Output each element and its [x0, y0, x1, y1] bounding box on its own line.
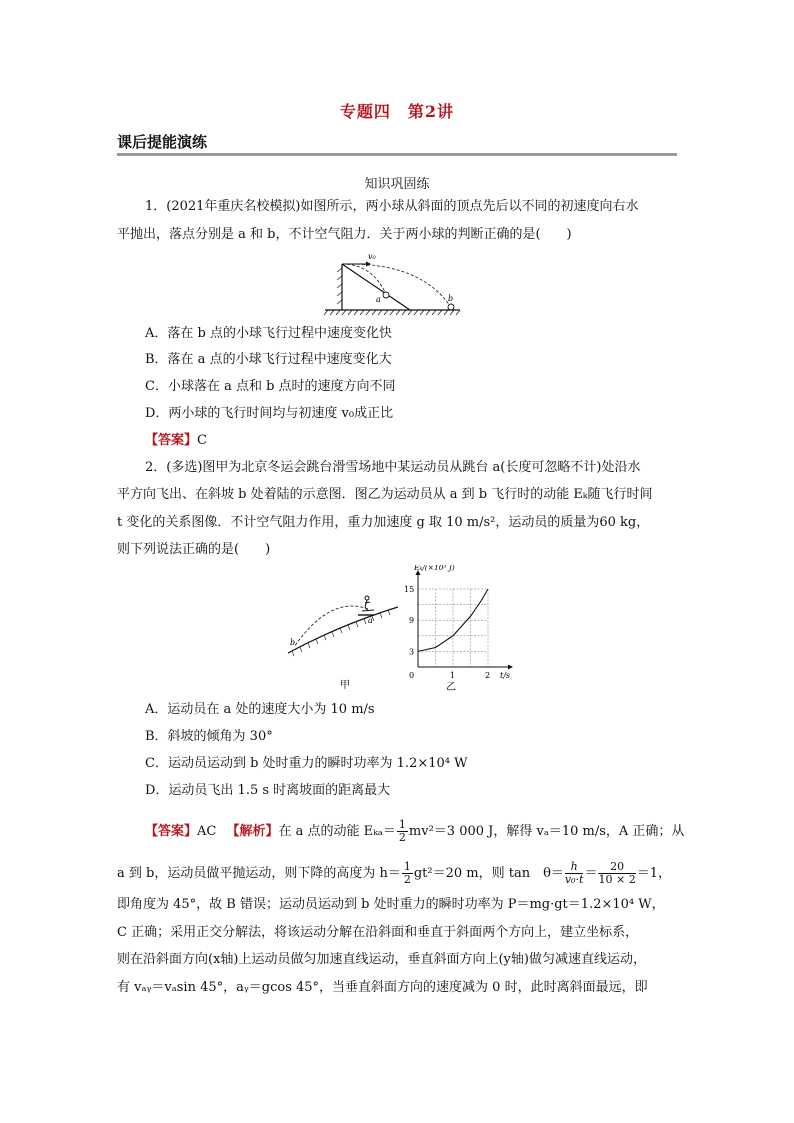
q2-figure-b [398, 565, 518, 697]
q1-answer [145, 433, 207, 449]
ball-b [448, 304, 454, 310]
y-axis-label: Eₖ/(×10³ J) [414, 565, 455, 572]
answer-value: C [197, 433, 207, 448]
label-a: a [368, 616, 373, 625]
y-tick-label: 15 [404, 585, 415, 594]
analysis-text: a 到 b，运动员做平抛运动，则下降的高度为 h＝ [117, 866, 401, 881]
fraction-h-over-vt [565, 861, 584, 886]
y-tick-label: 9 [409, 616, 415, 626]
q2-stem-line-2: 平方向飞出、在斜坡 b 处着陆的示意图．图乙为运动员从 a 到 b 飞行时的动能 Eₖ随飞行时间 [117, 487, 653, 502]
fraction-num: 1 [398, 818, 406, 831]
analysis-text: ＝1， [636, 866, 671, 881]
q2-stem-line-4: 则下列说法正确的是( ) [117, 542, 271, 557]
x-axis-label: t/s [500, 671, 511, 680]
section-heading: 课后提能演练 [117, 133, 208, 151]
analysis-text: gt²＝20 m，则 tan θ＝ [413, 866, 564, 881]
trajectory-b [342, 264, 450, 306]
fraction-20-over-10x2 [598, 861, 635, 886]
answer-value: AC [197, 824, 217, 839]
fraction-den: 2 [398, 831, 406, 844]
analysis-tag: 【解析】 [226, 824, 279, 839]
fraction-num: h [565, 861, 584, 874]
figure-caption-yi: 乙 [446, 682, 456, 693]
q2-stem-line-3: t 变化的关系图像．不计空气阻力作用，重力加速度 g 取 10 m/s²，运动员的质量为60 kg， [117, 515, 650, 530]
x-tick-label: 2 [485, 671, 491, 680]
q2-option-c: C．运动员运动到 b 处时重力的瞬时功率为 1.2×10⁴ W [145, 756, 468, 771]
analysis-text: mv²＝3 000 J，解得 vₐ＝10 m/s，A 正确；从 [408, 824, 685, 839]
answer-tag: 【答案】 [145, 433, 198, 448]
fraction-den: 10 × 2 [598, 873, 636, 886]
ball-a [383, 292, 389, 298]
fraction-num: 20 [598, 861, 635, 874]
figure-caption-jia: 甲 [340, 680, 350, 691]
v0-arrowhead [366, 262, 371, 267]
fraction-half [402, 861, 413, 886]
label-b: b [290, 638, 296, 647]
q2-analysis-line-2 [117, 861, 671, 886]
q2-analysis-line-3: 即角度为 45°，故 B 错误；运动员运动到 b 处时重力的瞬时功率为 P＝mg·gt＝1.2×10⁴ W， [117, 897, 665, 912]
flight-path [294, 606, 368, 647]
fraction-num: 1 [403, 860, 411, 873]
fraction-half [397, 819, 408, 844]
label-b: b [448, 294, 454, 303]
q1-option-a: A．落在 b 点的小球飞行过程中速度变化快 [145, 326, 392, 341]
x-tick-label: 0 [409, 671, 415, 680]
q2-analysis-line-6: 有 vₐᵧ＝vₐsin 45°，aᵧ＝gcos 45°，当垂直斜面方向的速度减为 0 时，此时离斜面最远，即 [117, 980, 648, 995]
ski-slope [288, 607, 398, 653]
ground-hatch [324, 310, 460, 315]
q2-option-a: A．运动员在 a 处的速度大小为 10 m/s [145, 702, 375, 717]
wall-hatch [337, 268, 342, 304]
fraction-den: v₀·t [564, 873, 584, 886]
q2-figure-a [280, 585, 410, 695]
label-a: a [376, 295, 381, 304]
v0-label: v₀ [368, 252, 376, 261]
q2-analysis-line-1 [145, 819, 684, 844]
divider [117, 153, 677, 156]
q1-option-d: D．两小球的飞行时间均与初速度 v₀成正比 [145, 406, 394, 421]
q1-stem-line-2: 平抛出，落点分别是 a 和 b，不计空气阻力．关于两小球的判断正确的是( ) [117, 227, 572, 242]
q1-option-b: B．落在 a 点的小球飞行过程中速度变化大 [145, 352, 392, 367]
q2-analysis-line-4: C 正确；采用正交分解法，将该运动分解在沿斜面和垂直于斜面两个方向上，建立坐标系， [117, 925, 639, 940]
q1-figure [320, 248, 462, 320]
q2-analysis-line-5: 则在沿斜面方向(x轴)上运动员做匀加速直线运动，垂直斜面方向上(y轴)做匀减速直线运动， [117, 952, 646, 967]
subsection-heading: 知识巩固练 [364, 177, 430, 192]
x-tick-label: 1 [450, 671, 456, 680]
analysis-text: 在 a 点的动能 Eₖₐ＝ [278, 824, 396, 839]
q2-stem-line-1: 2．(多选)图甲为北京冬运会跳台滑雪场地中某运动员从跳台 a(长度可忽略不计)处沿水 [145, 460, 641, 475]
slope-hatch [292, 610, 390, 656]
fraction-den: 2 [403, 873, 411, 886]
analysis-text: ＝ [584, 866, 598, 881]
q2-option-d: D．运动员飞出 1.5 s 时离坡面的距离最大 [145, 783, 391, 798]
q1-option-c: C．小球落在 a 点和 b 点时的速度方向不同 [145, 379, 396, 394]
answer-tag: 【答案】 [145, 824, 198, 839]
x-axis-arrow [508, 665, 513, 670]
q1-stem-line-1: 1．(2021年重庆名校模拟)如图所示，两小球从斜面的顶点先后以不同的初速度向右水 [145, 199, 639, 214]
page-title: 专题四 第2讲 [339, 102, 455, 121]
q2-option-b: B．斜坡的倾角为 30° [145, 729, 273, 744]
y-tick-label: 3 [409, 647, 415, 657]
